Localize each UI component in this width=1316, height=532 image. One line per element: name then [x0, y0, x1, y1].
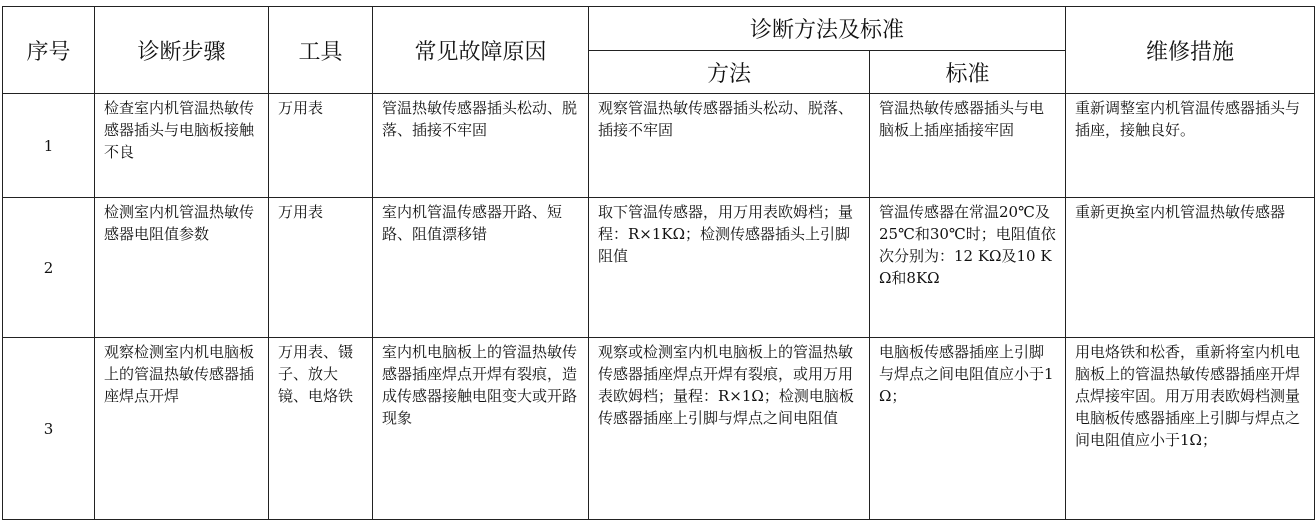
row-cause: 管温热敏传感器插头松动、脱落、插接不牢固 [373, 94, 589, 198]
header-step: 诊断步骤 [95, 7, 269, 94]
row-repair: 重新更换室内机管温热敏传感器 [1066, 198, 1315, 338]
row-method: 观察或检测室内机电脑板上的管温热敏传感器插座焊点开焊有裂痕，或用万用表欧姆档；量程：R×1Ω；检测电脑板传感器插座上引脚与焊点之间电阻值 [589, 338, 870, 520]
row-step: 观察检测室内机电脑板上的管温热敏传感器插座焊点开焊 [95, 338, 269, 520]
row-step: 检测室内机管温热敏传感器电阻值参数 [95, 198, 269, 338]
header-repair: 维修措施 [1066, 7, 1315, 94]
header-index: 序号 [3, 7, 95, 94]
header-method-group: 诊断方法及标准 [589, 7, 1066, 51]
row-step: 检查室内机管温热敏传感器插头与电脑板接触不良 [95, 94, 269, 198]
row-index: 2 [3, 198, 95, 338]
row-tool: 万用表、镊子、放大镜、电烙铁 [269, 338, 373, 520]
table-row [3, 94, 1315, 198]
diagnosis-table [2, 6, 1315, 520]
row-standard: 电脑板传感器插座上引脚与焊点之间电阻值应小于1Ω； [870, 338, 1066, 520]
row-cause: 室内机管温传感器开路、短路、阻值漂移错 [373, 198, 589, 338]
row-standard: 管温传感器在常温20℃及25℃和30℃时；电阻值依次分别为：12 KΩ及10 KΩ和8KΩ [870, 198, 1066, 338]
table-row [3, 198, 1315, 338]
header-tool: 工具 [269, 7, 373, 94]
header-method: 方法 [589, 51, 870, 94]
header-row-top [3, 7, 1315, 51]
row-index: 1 [3, 94, 95, 198]
row-method: 观察管温热敏传感器插头松动、脱落、插接不牢固 [589, 94, 870, 198]
row-repair: 用电烙铁和松香，重新将室内机电脑板上的管温热敏传感器插座开焊点焊接牢固。用万用表欧姆档测量电脑板传感器插座上引脚与焊点之间电阻值应小于1Ω； [1066, 338, 1315, 520]
row-standard: 管温热敏传感器插头与电脑板上插座插接牢固 [870, 94, 1066, 198]
table-row [3, 338, 1315, 520]
header-cause: 常见故障原因 [373, 7, 589, 94]
row-tool: 万用表 [269, 94, 373, 198]
row-index: 3 [3, 338, 95, 520]
row-tool: 万用表 [269, 198, 373, 338]
row-cause: 室内机电脑板上的管温热敏传感器插座焊点开焊有裂痕，造成传感器接触电阻变大或开路现象 [373, 338, 589, 520]
header-standard: 标准 [870, 51, 1066, 94]
row-method: 取下管温传感器，用万用表欧姆档；量程：R×1KΩ；检测传感器插头上引脚阻值 [589, 198, 870, 338]
row-repair: 重新调整室内机管温传感器插头与插座，接触良好。 [1066, 94, 1315, 198]
